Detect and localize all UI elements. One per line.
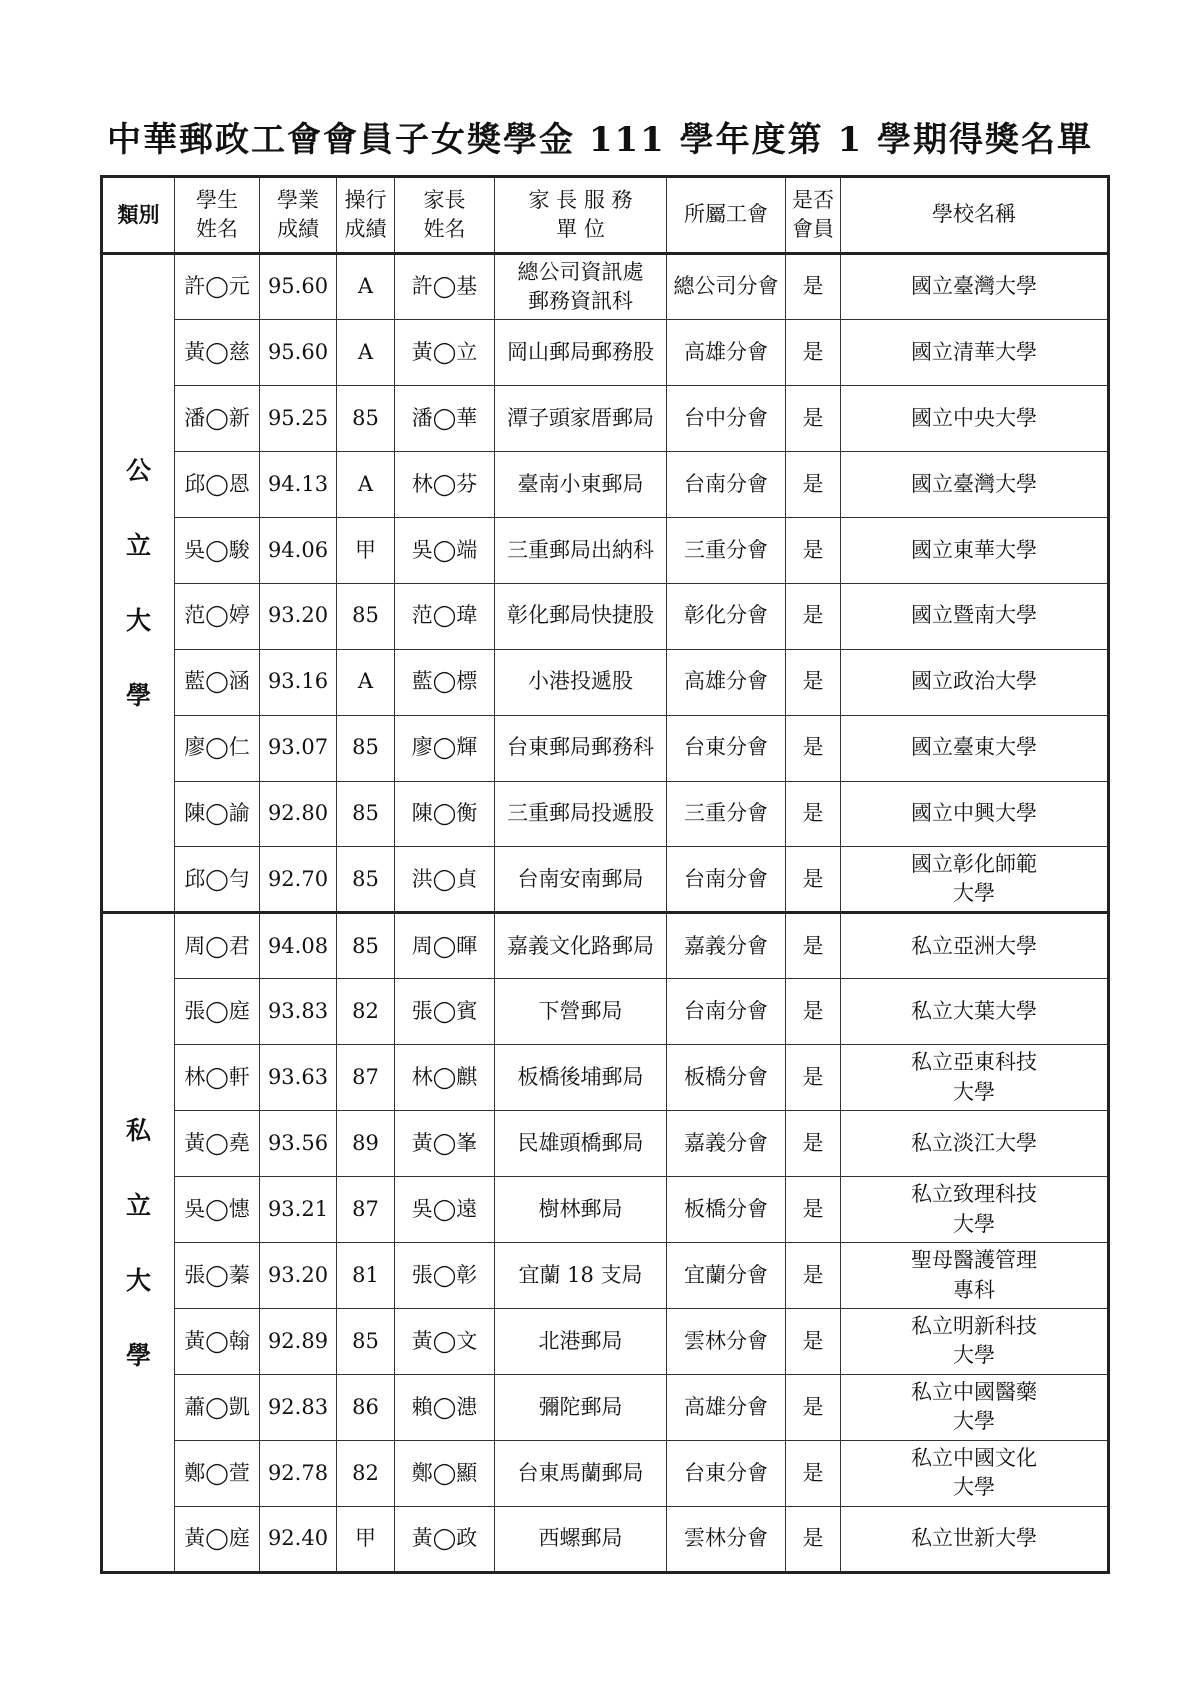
table-row bbox=[102, 319, 1109, 385]
union-cell: 三重分會 bbox=[667, 781, 786, 847]
parent-name-cell: 林◯芬 bbox=[395, 451, 495, 517]
table-row bbox=[102, 451, 1109, 517]
member-cell: 是 bbox=[786, 847, 841, 913]
table-row bbox=[102, 1111, 1109, 1177]
student-name-cell: 張◯庭 bbox=[175, 979, 260, 1045]
school-cell: 私立明新科技 大學 bbox=[841, 1309, 1109, 1375]
member-cell: 是 bbox=[786, 1309, 841, 1375]
school-cell: 國立東華大學 bbox=[841, 517, 1109, 583]
academic-score-cell: 93.16 bbox=[260, 649, 337, 715]
union-cell: 台中分會 bbox=[667, 385, 786, 451]
school-cell: 國立暨南大學 bbox=[841, 583, 1109, 649]
school-cell: 私立中國醫藥 大學 bbox=[841, 1374, 1109, 1440]
conduct-score-cell: 85 bbox=[337, 781, 395, 847]
student-name-cell: 黃◯庭 bbox=[175, 1506, 260, 1572]
school-cell: 國立中興大學 bbox=[841, 781, 1109, 847]
school-cell: 國立政治大學 bbox=[841, 649, 1109, 715]
member-cell: 是 bbox=[786, 979, 841, 1045]
academic-score-cell: 93.07 bbox=[260, 715, 337, 781]
conduct-score-cell: 85 bbox=[337, 583, 395, 649]
member-cell: 是 bbox=[786, 517, 841, 583]
academic-score-cell: 92.80 bbox=[260, 781, 337, 847]
union-cell: 總公司分會 bbox=[667, 254, 786, 320]
academic-score-cell: 92.40 bbox=[260, 1506, 337, 1572]
union-cell: 雲林分會 bbox=[667, 1309, 786, 1375]
member-cell: 是 bbox=[786, 649, 841, 715]
page-title: 中華郵政工會會員子女獎學金 111 學年度第 1 學期得獎名單 bbox=[107, 120, 1093, 160]
member-cell: 是 bbox=[786, 1506, 841, 1572]
academic-score-cell: 93.56 bbox=[260, 1111, 337, 1177]
conduct-score-cell: 87 bbox=[337, 1177, 395, 1243]
parent-name-cell: 黃◯立 bbox=[395, 319, 495, 385]
conduct-score-cell: A bbox=[337, 319, 395, 385]
public-university-group bbox=[102, 254, 1109, 913]
student-name-cell: 潘◯新 bbox=[175, 385, 260, 451]
table-header bbox=[102, 177, 1109, 254]
member-cell: 是 bbox=[786, 1374, 841, 1440]
academic-score-cell: 92.89 bbox=[260, 1309, 337, 1375]
parent-unit-cell: 彌陀郵局 bbox=[495, 1374, 667, 1440]
member-cell: 是 bbox=[786, 1243, 841, 1309]
school-cell: 國立中央大學 bbox=[841, 385, 1109, 451]
union-cell: 台東分會 bbox=[667, 1440, 786, 1506]
table-row bbox=[102, 1045, 1109, 1111]
union-cell: 彰化分會 bbox=[667, 583, 786, 649]
private-university-group bbox=[102, 913, 1109, 1572]
school-cell: 國立彰化師範 大學 bbox=[841, 847, 1109, 913]
parent-unit-cell: 台東郵局郵務科 bbox=[495, 715, 667, 781]
header-student-name: 學生 姓名 bbox=[175, 177, 260, 254]
union-cell: 三重分會 bbox=[667, 517, 786, 583]
conduct-score-cell: 甲 bbox=[337, 1506, 395, 1572]
union-cell: 嘉義分會 bbox=[667, 913, 786, 979]
school-cell: 私立致理科技 大學 bbox=[841, 1177, 1109, 1243]
parent-name-cell: 廖◯輝 bbox=[395, 715, 495, 781]
academic-score-cell: 93.20 bbox=[260, 583, 337, 649]
union-cell: 台南分會 bbox=[667, 979, 786, 1045]
member-cell: 是 bbox=[786, 385, 841, 451]
academic-score-cell: 93.20 bbox=[260, 1243, 337, 1309]
parent-unit-cell: 總公司資訊處 郵務資訊科 bbox=[495, 254, 667, 320]
member-cell: 是 bbox=[786, 715, 841, 781]
student-name-cell: 林◯軒 bbox=[175, 1045, 260, 1111]
parent-name-cell: 藍◯標 bbox=[395, 649, 495, 715]
conduct-score-cell: 85 bbox=[337, 913, 395, 979]
academic-score-cell: 93.83 bbox=[260, 979, 337, 1045]
member-cell: 是 bbox=[786, 451, 841, 517]
student-name-cell: 吳◯駿 bbox=[175, 517, 260, 583]
parent-unit-cell: 樹林郵局 bbox=[495, 1177, 667, 1243]
table-row bbox=[102, 1374, 1109, 1440]
academic-score-cell: 92.83 bbox=[260, 1374, 337, 1440]
parent-unit-cell: 岡山郵局郵務股 bbox=[495, 319, 667, 385]
academic-score-cell: 92.70 bbox=[260, 847, 337, 913]
parent-unit-cell: 三重郵局出納科 bbox=[495, 517, 667, 583]
parent-name-cell: 許◯基 bbox=[395, 254, 495, 320]
member-cell: 是 bbox=[786, 319, 841, 385]
parent-unit-cell: 板橋後埔郵局 bbox=[495, 1045, 667, 1111]
conduct-score-cell: 85 bbox=[337, 1309, 395, 1375]
parent-name-cell: 賴◯漶 bbox=[395, 1374, 495, 1440]
table-row bbox=[102, 1506, 1109, 1572]
parent-unit-cell: 宜蘭 18 支局 bbox=[495, 1243, 667, 1309]
member-cell: 是 bbox=[786, 1440, 841, 1506]
academic-score-cell: 95.25 bbox=[260, 385, 337, 451]
parent-name-cell: 洪◯貞 bbox=[395, 847, 495, 913]
table-row bbox=[102, 254, 1109, 320]
header-academic-score: 學業 成績 bbox=[260, 177, 337, 254]
header-category: 類別 bbox=[102, 177, 175, 254]
parent-name-cell: 周◯暉 bbox=[395, 913, 495, 979]
parent-name-cell: 陳◯衡 bbox=[395, 781, 495, 847]
student-name-cell: 許◯元 bbox=[175, 254, 260, 320]
school-cell: 國立臺東大學 bbox=[841, 715, 1109, 781]
conduct-score-cell: 85 bbox=[337, 715, 395, 781]
table-row bbox=[102, 979, 1109, 1045]
table-row bbox=[102, 649, 1109, 715]
parent-unit-cell: 北港郵局 bbox=[495, 1309, 667, 1375]
header-parent-unit: 家 長 服 務 單 位 bbox=[495, 177, 667, 254]
school-cell: 私立亞洲大學 bbox=[841, 913, 1109, 979]
parent-name-cell: 范◯瑋 bbox=[395, 583, 495, 649]
student-name-cell: 吳◯憓 bbox=[175, 1177, 260, 1243]
union-cell: 台南分會 bbox=[667, 847, 786, 913]
student-name-cell: 黃◯堯 bbox=[175, 1111, 260, 1177]
union-cell: 台南分會 bbox=[667, 451, 786, 517]
school-cell: 聖母醫護管理 專科 bbox=[841, 1243, 1109, 1309]
member-cell: 是 bbox=[786, 1111, 841, 1177]
parent-unit-cell: 潭子頭家厝郵局 bbox=[495, 385, 667, 451]
school-cell: 私立亞東科技 大學 bbox=[841, 1045, 1109, 1111]
parent-unit-cell: 下營郵局 bbox=[495, 979, 667, 1045]
student-name-cell: 周◯君 bbox=[175, 913, 260, 979]
student-name-cell: 藍◯涵 bbox=[175, 649, 260, 715]
member-cell: 是 bbox=[786, 1045, 841, 1111]
table-row bbox=[102, 781, 1109, 847]
member-cell: 是 bbox=[786, 781, 841, 847]
school-cell: 私立淡江大學 bbox=[841, 1111, 1109, 1177]
student-name-cell: 鄭◯萱 bbox=[175, 1440, 260, 1506]
parent-name-cell: 鄭◯顯 bbox=[395, 1440, 495, 1506]
header-parent-name: 家長 姓名 bbox=[395, 177, 495, 254]
union-cell: 雲林分會 bbox=[667, 1506, 786, 1572]
school-cell: 私立大葉大學 bbox=[841, 979, 1109, 1045]
conduct-score-cell: 89 bbox=[337, 1111, 395, 1177]
conduct-score-cell: 甲 bbox=[337, 517, 395, 583]
conduct-score-cell: 85 bbox=[337, 847, 395, 913]
union-cell: 宜蘭分會 bbox=[667, 1243, 786, 1309]
header-union: 所屬工會 bbox=[667, 177, 786, 254]
parent-name-cell: 黃◯政 bbox=[395, 1506, 495, 1572]
student-name-cell: 邱◯勻 bbox=[175, 847, 260, 913]
conduct-score-cell: 85 bbox=[337, 385, 395, 451]
table-row bbox=[102, 583, 1109, 649]
academic-score-cell: 93.63 bbox=[260, 1045, 337, 1111]
student-name-cell: 陳◯諭 bbox=[175, 781, 260, 847]
student-name-cell: 張◯蓁 bbox=[175, 1243, 260, 1309]
academic-score-cell: 95.60 bbox=[260, 254, 337, 320]
member-cell: 是 bbox=[786, 583, 841, 649]
conduct-score-cell: A bbox=[337, 254, 395, 320]
student-name-cell: 廖◯仁 bbox=[175, 715, 260, 781]
union-cell: 高雄分會 bbox=[667, 1374, 786, 1440]
parent-name-cell: 林◯麒 bbox=[395, 1045, 495, 1111]
student-name-cell: 黃◯翰 bbox=[175, 1309, 260, 1375]
parent-unit-cell: 彰化郵局快捷股 bbox=[495, 583, 667, 649]
category-label: 公 立 大 學 bbox=[102, 254, 175, 913]
award-table bbox=[100, 175, 1110, 1574]
parent-name-cell: 黃◯文 bbox=[395, 1309, 495, 1375]
union-cell: 嘉義分會 bbox=[667, 1111, 786, 1177]
header-row bbox=[102, 177, 1109, 254]
parent-unit-cell: 三重郵局投遞股 bbox=[495, 781, 667, 847]
parent-unit-cell: 嘉義文化路郵局 bbox=[495, 913, 667, 979]
school-cell: 國立臺灣大學 bbox=[841, 451, 1109, 517]
category-label: 私 立 大 學 bbox=[102, 913, 175, 1572]
parent-unit-cell: 台東馬蘭郵局 bbox=[495, 1440, 667, 1506]
table-row bbox=[102, 1243, 1109, 1309]
table-row bbox=[102, 913, 1109, 979]
table-row bbox=[102, 1177, 1109, 1243]
member-cell: 是 bbox=[786, 1177, 841, 1243]
union-cell: 板橋分會 bbox=[667, 1045, 786, 1111]
academic-score-cell: 93.21 bbox=[260, 1177, 337, 1243]
member-cell: 是 bbox=[786, 254, 841, 320]
table-row bbox=[102, 847, 1109, 913]
conduct-score-cell: A bbox=[337, 649, 395, 715]
table-row bbox=[102, 385, 1109, 451]
parent-name-cell: 張◯彰 bbox=[395, 1243, 495, 1309]
parent-unit-cell: 民雄頭橋郵局 bbox=[495, 1111, 667, 1177]
header-school: 學校名稱 bbox=[841, 177, 1109, 254]
conduct-score-cell: 81 bbox=[337, 1243, 395, 1309]
academic-score-cell: 94.06 bbox=[260, 517, 337, 583]
conduct-score-cell: 87 bbox=[337, 1045, 395, 1111]
header-conduct-score: 操行 成績 bbox=[337, 177, 395, 254]
school-cell: 國立清華大學 bbox=[841, 319, 1109, 385]
student-name-cell: 蕭◯凱 bbox=[175, 1374, 260, 1440]
parent-name-cell: 黃◯峯 bbox=[395, 1111, 495, 1177]
conduct-score-cell: 82 bbox=[337, 1440, 395, 1506]
union-cell: 板橋分會 bbox=[667, 1177, 786, 1243]
table-row bbox=[102, 517, 1109, 583]
student-name-cell: 范◯婷 bbox=[175, 583, 260, 649]
student-name-cell: 邱◯恩 bbox=[175, 451, 260, 517]
school-cell: 私立世新大學 bbox=[841, 1506, 1109, 1572]
union-cell: 高雄分會 bbox=[667, 649, 786, 715]
parent-unit-cell: 西螺郵局 bbox=[495, 1506, 667, 1572]
parent-unit-cell: 小港投遞股 bbox=[495, 649, 667, 715]
parent-unit-cell: 台南安南郵局 bbox=[495, 847, 667, 913]
conduct-score-cell: 86 bbox=[337, 1374, 395, 1440]
table-row bbox=[102, 715, 1109, 781]
academic-score-cell: 92.78 bbox=[260, 1440, 337, 1506]
header-member: 是否 會員 bbox=[786, 177, 841, 254]
academic-score-cell: 95.60 bbox=[260, 319, 337, 385]
school-cell: 私立中國文化 大學 bbox=[841, 1440, 1109, 1506]
conduct-score-cell: A bbox=[337, 451, 395, 517]
union-cell: 高雄分會 bbox=[667, 319, 786, 385]
member-cell: 是 bbox=[786, 913, 841, 979]
student-name-cell: 黃◯慈 bbox=[175, 319, 260, 385]
parent-name-cell: 潘◯華 bbox=[395, 385, 495, 451]
union-cell: 台東分會 bbox=[667, 715, 786, 781]
school-cell: 國立臺灣大學 bbox=[841, 254, 1109, 320]
academic-score-cell: 94.08 bbox=[260, 913, 337, 979]
academic-score-cell: 94.13 bbox=[260, 451, 337, 517]
conduct-score-cell: 82 bbox=[337, 979, 395, 1045]
parent-name-cell: 吳◯遠 bbox=[395, 1177, 495, 1243]
table-row bbox=[102, 1440, 1109, 1506]
table-row bbox=[102, 1309, 1109, 1375]
parent-name-cell: 吳◯端 bbox=[395, 517, 495, 583]
parent-name-cell: 張◯賓 bbox=[395, 979, 495, 1045]
parent-unit-cell: 臺南小東郵局 bbox=[495, 451, 667, 517]
